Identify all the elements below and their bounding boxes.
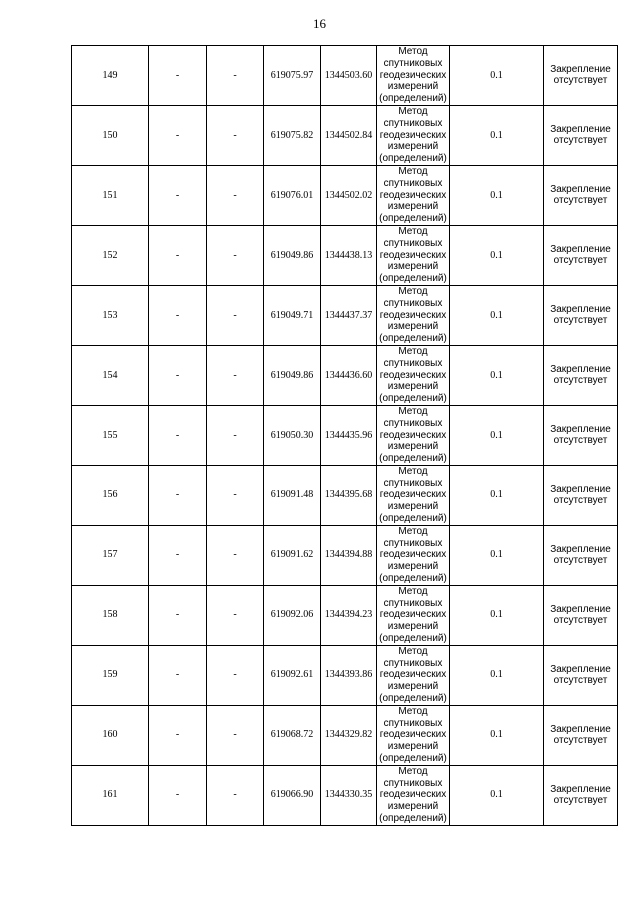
point-number: 155: [102, 429, 118, 441]
table-row: [72, 345, 618, 405]
point-number-cell: [72, 405, 149, 465]
x-coordinate: 619049.71: [270, 309, 314, 321]
method-text-line: (определений): [379, 813, 447, 824]
method-text-line: Метод: [398, 105, 428, 117]
point-number-cell: [72, 465, 149, 525]
method-text-line: геодезических: [379, 369, 447, 381]
old-y-value: -: [233, 609, 237, 621]
method-text-line: измерений: [387, 141, 439, 153]
method-text-line: измерений: [387, 621, 439, 633]
point-number-cell: [72, 105, 149, 165]
point-number-cell: [72, 765, 149, 825]
old-x-cell: [149, 765, 207, 825]
old-x-cell: [149, 465, 207, 525]
method-text-line: спутниковых: [383, 597, 443, 609]
method-text-line: (определений): [379, 513, 447, 525]
point-number-cell: [72, 46, 149, 106]
method-text-line: Метод: [398, 465, 428, 477]
old-y-cell: [207, 585, 264, 645]
method-text-line: геодезических: [379, 249, 447, 261]
method-cell: [377, 105, 450, 165]
method-text-line: Метод: [398, 645, 428, 657]
accuracy-cell: [450, 585, 544, 645]
point-number: 159: [102, 669, 118, 681]
old-y-value: -: [233, 669, 237, 681]
fixing-text-line: Закрепление: [550, 423, 611, 435]
y-coordinate: 1344503.60: [324, 69, 373, 81]
fixing-text-line: отсутствует: [553, 375, 608, 387]
y-coordinate-cell: [321, 645, 377, 705]
old-y-value: -: [233, 69, 237, 81]
fixing-text-line: Закрепление: [550, 543, 611, 555]
table-row: [72, 645, 618, 705]
method-text-line: геодезических: [379, 669, 447, 681]
x-coordinate: 619068.72: [270, 729, 314, 741]
accuracy-cell: [450, 645, 544, 705]
old-y-cell: [207, 46, 264, 106]
old-x-cell: [149, 405, 207, 465]
x-coordinate-cell: [264, 465, 321, 525]
method-text-line: Метод: [398, 345, 428, 357]
page-number: 16: [313, 16, 326, 31]
table-row: [72, 46, 618, 106]
method-text-line: спутниковых: [383, 477, 443, 489]
method-text-line: измерений: [387, 381, 439, 393]
fixing-cell: [544, 525, 618, 585]
x-coordinate-cell: [264, 225, 321, 285]
x-coordinate: 619092.06: [270, 609, 314, 621]
old-y-value: -: [233, 369, 237, 381]
method-cell: [377, 465, 450, 525]
point-number: 151: [102, 189, 118, 201]
point-number: 161: [102, 789, 118, 801]
method-text-line: геодезических: [379, 69, 447, 81]
fixing-text-line: отсутствует: [553, 615, 608, 627]
fixing-text-line: отсутствует: [553, 255, 608, 267]
method-text-line: (определений): [379, 633, 447, 645]
old-y-cell: [207, 105, 264, 165]
y-coordinate-cell: [321, 345, 377, 405]
point-number: 156: [102, 489, 118, 501]
old-y-cell: [207, 645, 264, 705]
accuracy-cell: [450, 285, 544, 345]
method-text-line: Метод: [398, 405, 428, 417]
method-text-line: измерений: [387, 441, 439, 453]
point-number: 149: [102, 69, 118, 81]
table-row: [72, 525, 618, 585]
fixing-cell: [544, 46, 618, 106]
method-text-line: Метод: [398, 46, 428, 57]
old-x-cell: [149, 525, 207, 585]
method-text-line: геодезических: [379, 429, 447, 441]
x-coordinate: 619049.86: [270, 369, 314, 381]
accuracy-cell: [450, 525, 544, 585]
method-text-line: геодезических: [379, 489, 447, 501]
accuracy-cell: [450, 405, 544, 465]
accuracy-cell: [450, 105, 544, 165]
method-cell: [377, 405, 450, 465]
x-coordinate-cell: [264, 585, 321, 645]
y-coordinate: 1344393.86: [324, 669, 373, 681]
old-y-value: -: [233, 729, 237, 741]
point-number-cell: [72, 705, 149, 765]
point-number: 153: [102, 309, 118, 321]
y-coordinate-cell: [321, 405, 377, 465]
y-coordinate: 1344436.60: [324, 369, 373, 381]
method-text-line: (определений): [379, 213, 447, 225]
old-x-value: -: [175, 489, 180, 501]
old-y-value: -: [233, 429, 237, 441]
point-number-cell: [72, 165, 149, 225]
x-coordinate: 619075.97: [270, 69, 314, 81]
method-cell: [377, 645, 450, 705]
old-y-value: -: [233, 489, 237, 501]
method-text-line: (определений): [379, 753, 447, 765]
point-number: 157: [102, 549, 118, 561]
method-text-line: (определений): [379, 93, 447, 105]
old-x-value: -: [175, 249, 180, 261]
point-number: 152: [102, 249, 118, 261]
method-cell: [377, 765, 450, 825]
method-text-line: измерений: [387, 81, 439, 93]
method-text-line: спутниковых: [383, 177, 443, 189]
method-cell: [377, 525, 450, 585]
method-cell: [377, 285, 450, 345]
accuracy-value: 0.1: [490, 309, 503, 321]
x-coordinate-cell: [264, 765, 321, 825]
fixing-cell: [544, 585, 618, 645]
y-coordinate-cell: [321, 705, 377, 765]
fixing-cell: [544, 165, 618, 225]
accuracy-value: 0.1: [490, 129, 503, 141]
accuracy-value: 0.1: [490, 429, 503, 441]
x-coordinate-cell: [264, 285, 321, 345]
method-text-line: Метод: [398, 705, 428, 717]
fixing-text-line: Закрепление: [550, 663, 611, 675]
old-x-value: -: [175, 609, 180, 621]
method-cell: [377, 705, 450, 765]
y-coordinate-cell: [321, 585, 377, 645]
accuracy-cell: [450, 465, 544, 525]
old-x-cell: [149, 645, 207, 705]
fixing-text-line: отсутствует: [553, 75, 608, 87]
method-cell: [377, 585, 450, 645]
fixing-text-line: отсутствует: [553, 135, 608, 147]
old-y-cell: [207, 165, 264, 225]
fixing-cell: [544, 645, 618, 705]
fixing-text-line: Закрепление: [550, 723, 611, 735]
method-text-line: спутниковых: [383, 417, 443, 429]
x-coordinate-cell: [264, 525, 321, 585]
old-x-value: -: [175, 429, 180, 441]
accuracy-cell: [450, 705, 544, 765]
x-coordinate: 619066.90: [270, 789, 314, 801]
x-coordinate: 619076.01: [270, 189, 314, 201]
accuracy-value: 0.1: [490, 189, 503, 201]
table-row: [72, 225, 618, 285]
method-text-line: Метод: [398, 765, 428, 777]
fixing-text-line: Закрепление: [550, 363, 611, 375]
method-text-line: (определений): [379, 693, 447, 705]
method-text-line: (определений): [379, 573, 447, 585]
accuracy-value: 0.1: [490, 249, 503, 261]
method-text-line: Метод: [398, 225, 428, 237]
fixing-text-line: отсутствует: [553, 795, 608, 807]
accuracy-value: 0.1: [490, 729, 503, 741]
table-row: [72, 465, 618, 525]
table-row: [72, 585, 618, 645]
table-body: [72, 46, 618, 826]
accuracy-value: 0.1: [490, 549, 503, 561]
method-text-line: измерений: [387, 501, 439, 513]
fixing-cell: [544, 285, 618, 345]
y-coordinate: 1344437.37: [324, 309, 373, 321]
point-number: 154: [102, 369, 118, 381]
fixing-cell: [544, 105, 618, 165]
method-text-line: геодезических: [379, 549, 447, 561]
y-coordinate-cell: [321, 525, 377, 585]
old-x-cell: [149, 285, 207, 345]
fixing-text-line: отсутствует: [553, 675, 608, 687]
x-coordinate: 619049.86: [270, 249, 314, 261]
fixing-text-line: Закрепление: [550, 603, 611, 615]
old-y-value: -: [233, 789, 237, 801]
table-row: [72, 705, 618, 765]
table-row: [72, 765, 618, 825]
method-text-line: измерений: [387, 201, 439, 213]
y-coordinate: 1344395.68: [324, 489, 373, 501]
point-number-cell: [72, 345, 149, 405]
x-coordinate-cell: [264, 705, 321, 765]
method-text-line: геодезических: [379, 129, 447, 141]
old-y-cell: [207, 525, 264, 585]
old-x-cell: [149, 46, 207, 106]
fixing-text-line: Закрепление: [550, 483, 611, 495]
method-text-line: спутниковых: [383, 357, 443, 369]
y-coordinate-cell: [321, 465, 377, 525]
y-coordinate: 1344435.96: [324, 429, 373, 441]
fixing-text-line: отсутствует: [553, 555, 608, 567]
old-y-cell: [207, 285, 264, 345]
accuracy-value: 0.1: [490, 489, 503, 501]
accuracy-cell: [450, 165, 544, 225]
accuracy-cell: [450, 46, 544, 106]
old-y-cell: [207, 345, 264, 405]
accuracy-value: 0.1: [490, 669, 503, 681]
accuracy-value: 0.1: [490, 609, 503, 621]
fixing-text-line: Закрепление: [550, 63, 611, 75]
fixing-text-line: отсутствует: [553, 435, 608, 447]
method-text-line: Метод: [398, 525, 428, 537]
old-x-value: -: [175, 309, 180, 321]
y-coordinate: 1344330.35: [324, 789, 373, 801]
fixing-cell: [544, 465, 618, 525]
old-x-value: -: [175, 789, 180, 801]
fixing-text-line: Закрепление: [550, 243, 611, 255]
method-text-line: геодезических: [379, 309, 447, 321]
method-text-line: измерений: [387, 321, 439, 333]
method-text-line: спутниковых: [383, 657, 443, 669]
fixing-text-line: Закрепление: [550, 303, 611, 315]
x-coordinate-cell: [264, 405, 321, 465]
accuracy-value: 0.1: [490, 69, 503, 81]
method-text-line: измерений: [387, 561, 439, 573]
y-coordinate-cell: [321, 225, 377, 285]
x-coordinate-cell: [264, 345, 321, 405]
fixing-text-line: отсутствует: [553, 735, 608, 747]
old-x-value: -: [175, 69, 180, 81]
table-row: [72, 165, 618, 225]
method-text-line: (определений): [379, 273, 447, 285]
y-coordinate: 1344438.13: [324, 249, 373, 261]
y-coordinate: 1344502.02: [324, 189, 373, 201]
point-number-cell: [72, 525, 149, 585]
accuracy-cell: [450, 345, 544, 405]
x-coordinate: 619050.30: [270, 429, 314, 441]
fixing-text-line: Закрепление: [550, 123, 611, 135]
point-number-cell: [72, 585, 149, 645]
fixing-text-line: отсутствует: [553, 315, 608, 327]
x-coordinate-cell: [264, 46, 321, 106]
fixing-cell: [544, 225, 618, 285]
point-number: 150: [102, 129, 118, 141]
fixing-cell: [544, 705, 618, 765]
method-text-line: измерений: [387, 741, 439, 753]
fixing-text-line: Закрепление: [550, 783, 611, 795]
fixing-cell: [544, 405, 618, 465]
old-x-cell: [149, 105, 207, 165]
method-text-line: Метод: [398, 585, 428, 597]
old-y-value: -: [233, 309, 237, 321]
method-cell: [377, 345, 450, 405]
method-text-line: измерений: [387, 801, 439, 813]
method-text-line: спутниковых: [383, 57, 443, 69]
old-x-cell: [149, 165, 207, 225]
y-coordinate: 1344502.84: [324, 129, 373, 141]
table-row: [72, 105, 618, 165]
point-number: 158: [102, 609, 118, 621]
method-text-line: геодезических: [379, 789, 447, 801]
accuracy-value: 0.1: [490, 369, 503, 381]
method-text-line: спутниковых: [383, 537, 443, 549]
old-x-value: -: [175, 189, 180, 201]
fixing-text-line: отсутствует: [553, 195, 608, 207]
y-coordinate: 1344394.23: [324, 609, 373, 621]
old-y-cell: [207, 225, 264, 285]
method-text-line: Метод: [398, 165, 428, 177]
accuracy-value: 0.1: [490, 789, 503, 801]
method-text-line: (определений): [379, 393, 447, 405]
fixing-text-line: отсутствует: [553, 495, 608, 507]
x-coordinate: 619075.82: [270, 129, 314, 141]
old-y-value: -: [233, 249, 237, 261]
old-y-cell: [207, 465, 264, 525]
x-coordinate: 619091.62: [270, 549, 314, 561]
method-cell: [377, 46, 450, 106]
old-x-value: -: [175, 549, 180, 561]
old-y-cell: [207, 405, 264, 465]
x-coordinate-cell: [264, 645, 321, 705]
method-text-line: геодезических: [379, 729, 447, 741]
y-coordinate-cell: [321, 765, 377, 825]
table-row: [72, 405, 618, 465]
method-text-line: спутниковых: [383, 777, 443, 789]
method-text-line: Метод: [398, 285, 428, 297]
accuracy-cell: [450, 765, 544, 825]
y-coordinate: 1344394.88: [324, 549, 373, 561]
y-coordinate-cell: [321, 285, 377, 345]
x-coordinate: 619091.48: [270, 489, 314, 501]
old-y-cell: [207, 765, 264, 825]
old-y-value: -: [233, 189, 237, 201]
y-coordinate-cell: [321, 105, 377, 165]
coordinates-table: [71, 45, 618, 826]
method-text-line: измерений: [387, 261, 439, 273]
method-text-line: спутниковых: [383, 297, 443, 309]
method-text-line: (определений): [379, 453, 447, 465]
point-number-cell: [72, 285, 149, 345]
x-coordinate-cell: [264, 105, 321, 165]
old-x-cell: [149, 705, 207, 765]
old-x-cell: [149, 225, 207, 285]
accuracy-cell: [450, 225, 544, 285]
method-text-line: (определений): [379, 333, 447, 345]
fixing-cell: [544, 765, 618, 825]
method-text-line: спутниковых: [383, 117, 443, 129]
point-number: 160: [102, 729, 118, 741]
old-x-cell: [149, 585, 207, 645]
method-text-line: спутниковых: [383, 237, 443, 249]
old-x-value: -: [175, 669, 180, 681]
old-x-cell: [149, 345, 207, 405]
x-coordinate: 619092.61: [270, 669, 314, 681]
point-number-cell: [72, 225, 149, 285]
old-x-value: -: [175, 129, 180, 141]
y-coordinate-cell: [321, 46, 377, 106]
point-number-cell: [72, 645, 149, 705]
fixing-cell: [544, 345, 618, 405]
method-text-line: геодезических: [379, 609, 447, 621]
method-text-line: (определений): [379, 153, 447, 165]
old-y-value: -: [233, 549, 237, 561]
x-coordinate-cell: [264, 165, 321, 225]
y-coordinate: 1344329.82: [324, 729, 373, 741]
method-text-line: измерений: [387, 681, 439, 693]
fixing-text-line: Закрепление: [550, 183, 611, 195]
y-coordinate-cell: [321, 165, 377, 225]
method-text-line: спутниковых: [383, 717, 443, 729]
old-x-value: -: [175, 729, 180, 741]
old-y-cell: [207, 705, 264, 765]
old-y-value: -: [233, 129, 237, 141]
table-row: [72, 285, 618, 345]
old-x-value: -: [175, 369, 180, 381]
method-cell: [377, 225, 450, 285]
method-text-line: геодезических: [379, 189, 447, 201]
method-cell: [377, 165, 450, 225]
